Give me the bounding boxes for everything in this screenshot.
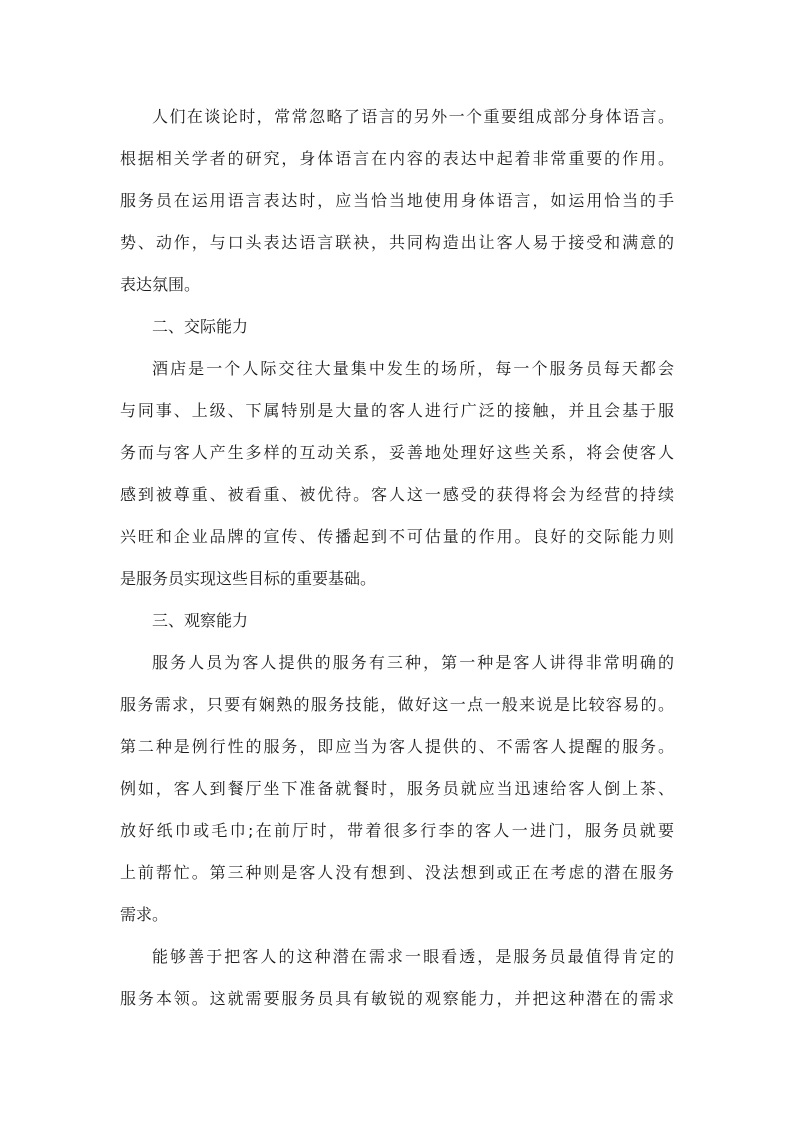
- paragraph-observation: [120, 936, 674, 1020]
- text-line: 是服务员实现这些目标的重要基础。: [120, 569, 377, 588]
- paragraph-service-types: [120, 642, 674, 936]
- text-line: 第二种是例行性的服务，即应当为客人提供的、不需客人提醒的服务。: [120, 737, 674, 756]
- section-heading-social-skills: 二、交际能力: [152, 317, 249, 336]
- paragraph-social-skills: [120, 348, 674, 600]
- text-line: 务而与客人产生多样的互动关系，妥善地处理好这些关系，将会使客人: [120, 443, 674, 462]
- text-line: 势、动作，与口头表达语言联袂，共同构造出让客人易于接受和满意的: [120, 233, 674, 252]
- text-line: 感到被尊重、被看重、被优待。客人这一感受的获得将会为经营的持续: [120, 485, 674, 504]
- text-line: 服务本领。这就需要服务员具有敏锐的观察能力，并把这种潜在的需求: [120, 989, 674, 1008]
- text-line: 人们在谈论时，常常忽略了语言的另外一个重要组成部分身体语言。: [152, 107, 674, 126]
- text-line: 与同事、上级、下属特别是大量的客人进行广泛的接触，并且会基于服: [120, 401, 674, 420]
- text-line: 能够善于把客人的这种潜在需求一眼看透，是服务员最值得肯定的: [152, 947, 674, 966]
- text-line: 酒店是一个人际交往大量集中发生的场所，每一个服务员每天都会: [152, 359, 674, 378]
- text-line: 上前帮忙。第三种则是客人没有想到、没法想到或正在考虑的潜在服务: [120, 863, 674, 882]
- text-line: 服务人员为客人提供的服务有三种，第一种是客人讲得非常明确的: [152, 653, 674, 672]
- text-line: 兴旺和企业品牌的宣传、传播起到不可估量的作用。良好的交际能力则: [120, 527, 674, 546]
- text-line: 需求。: [120, 905, 169, 924]
- paragraph-body-language: [120, 96, 674, 306]
- text-line: 表达氛围。: [120, 275, 201, 294]
- section-heading-observation-skills: 三、观察能力: [152, 611, 249, 630]
- text-line: 放好纸巾或毛巾;在前厅时，带着很多行李的客人一进门，服务员就要: [120, 821, 674, 840]
- text-line: 服务员在运用语言表达时，应当恰当地使用身体语言，如运用恰当的手: [120, 191, 674, 210]
- text-line: 例如，客人到餐厅坐下准备就餐时，服务员就应当迅速给客人倒上茶、: [120, 779, 674, 798]
- text-line: 服务需求，只要有娴熟的服务技能，做好这一点一般来说是比较容易的。: [120, 695, 674, 714]
- text-line: 根据相关学者的研究，身体语言在内容的表达中起着非常重要的作用。: [120, 149, 674, 168]
- document-page: [120, 96, 674, 1020]
